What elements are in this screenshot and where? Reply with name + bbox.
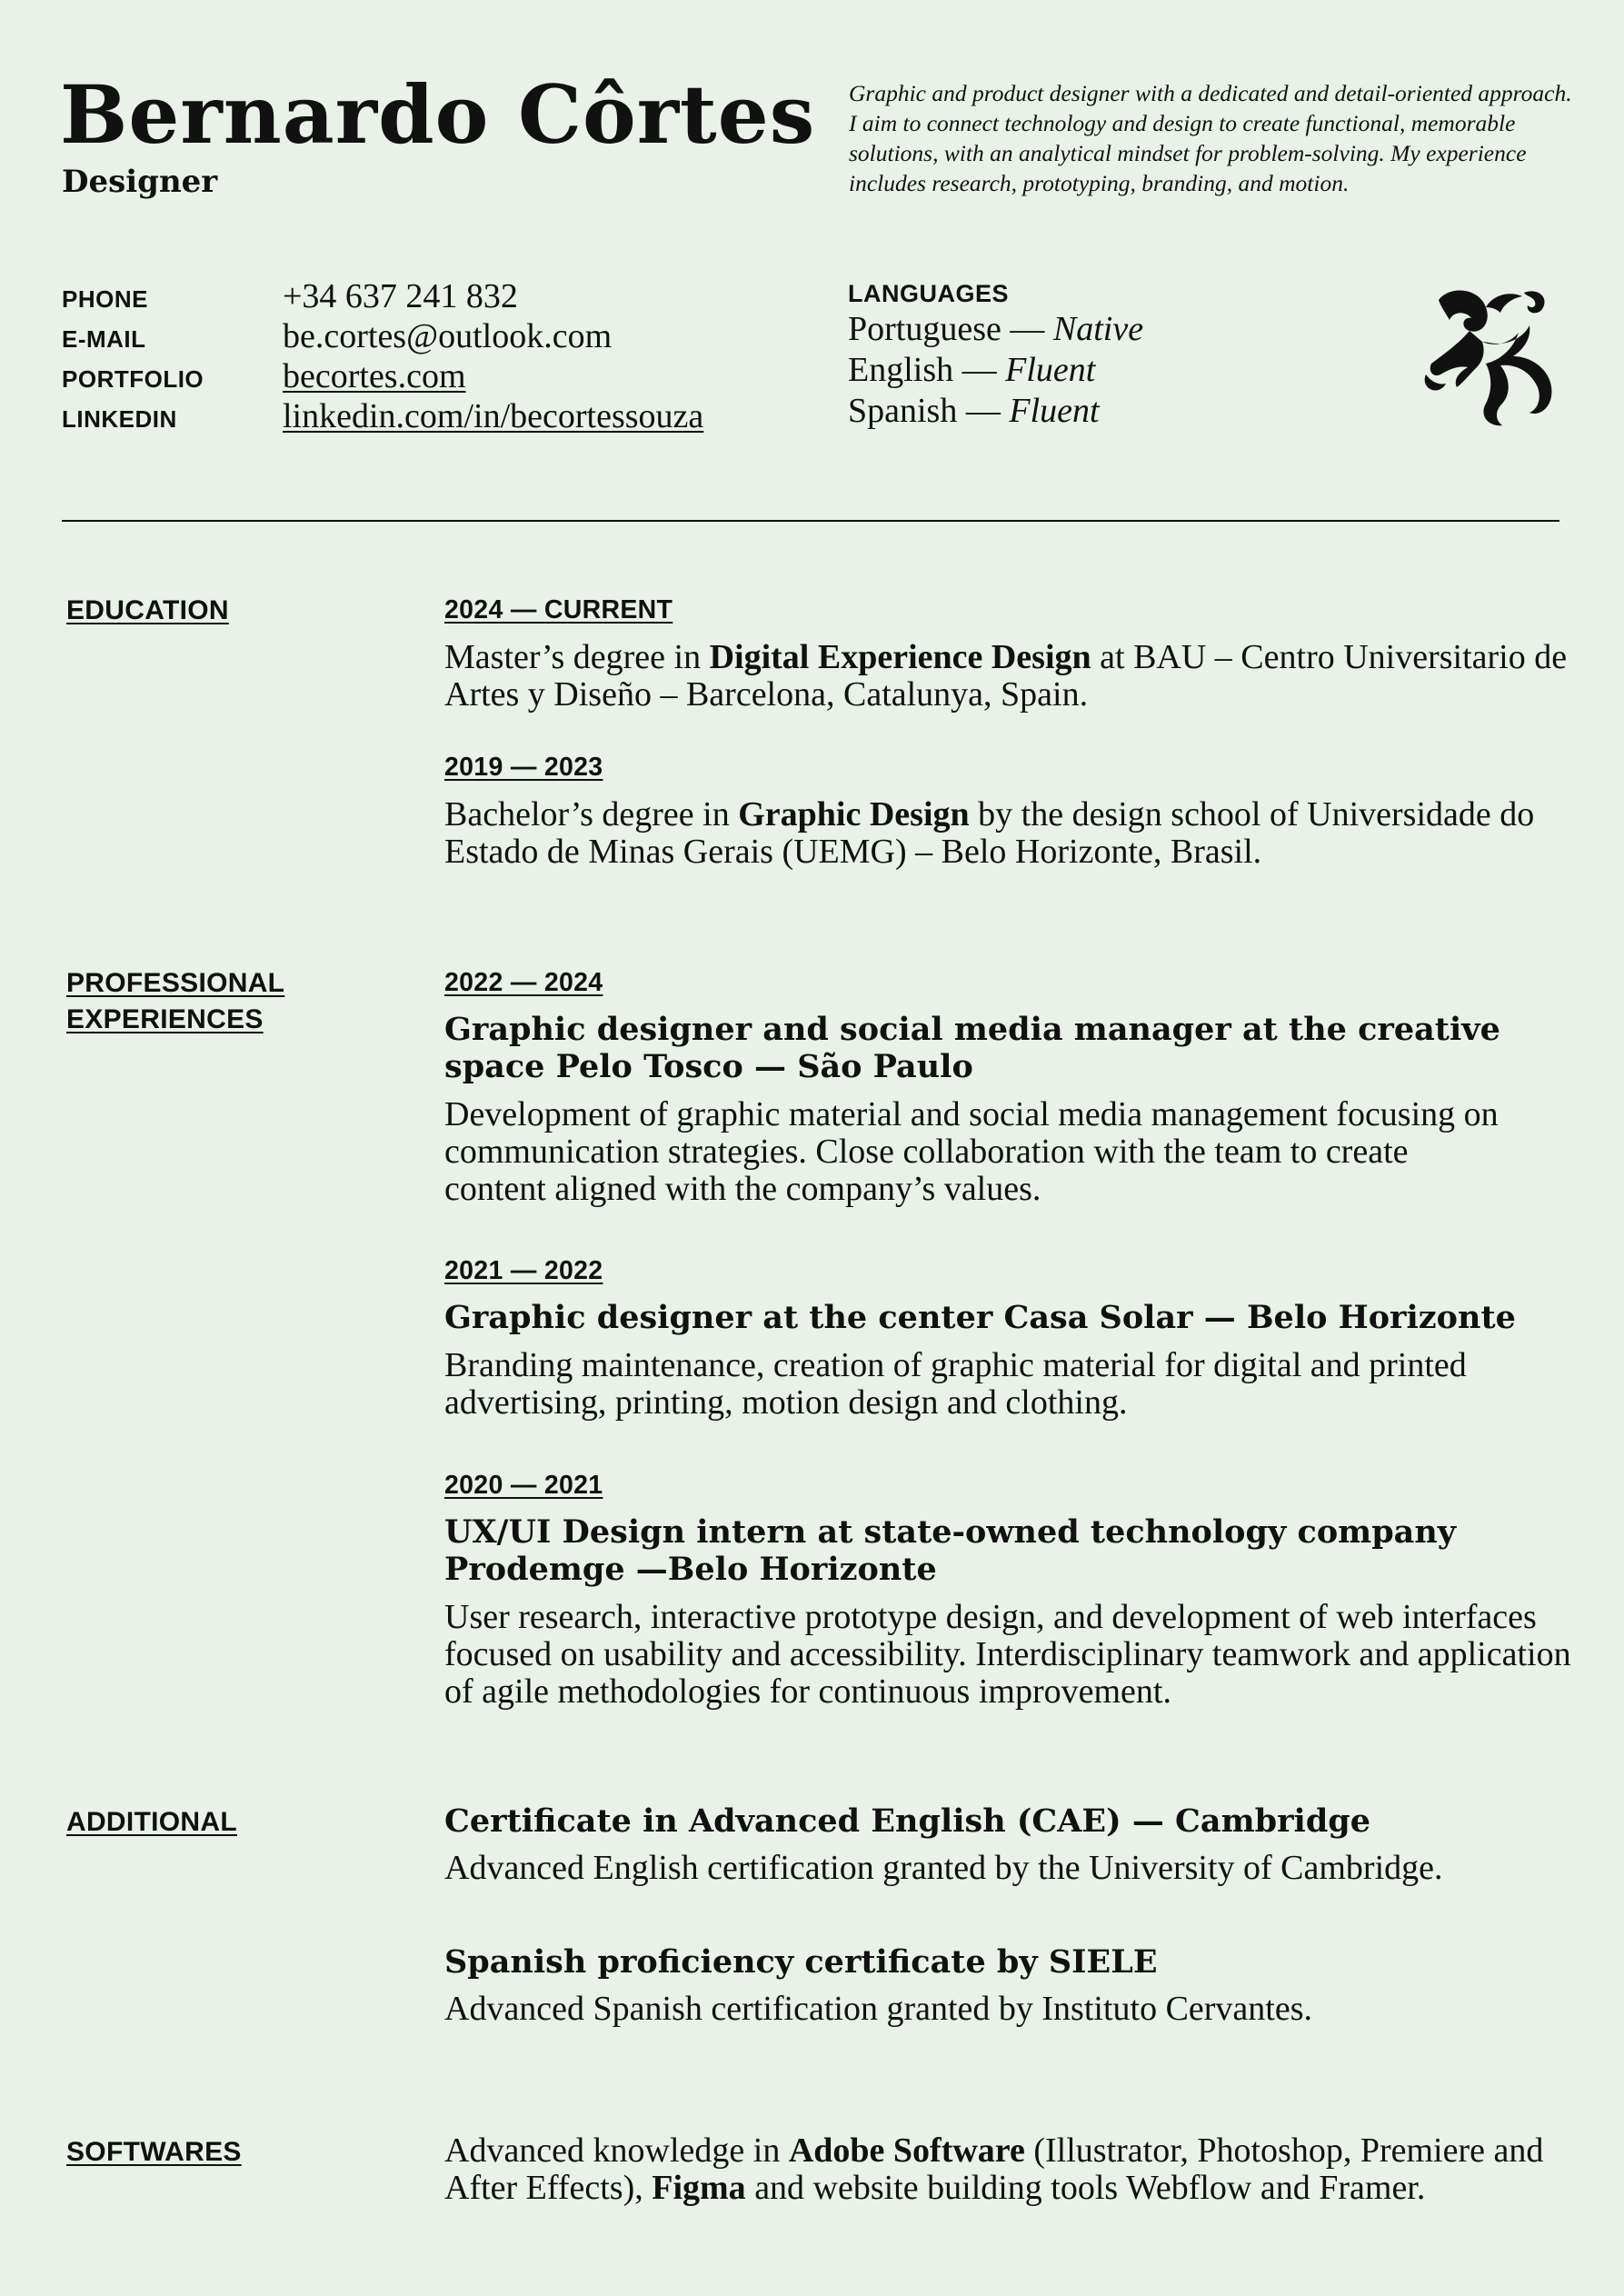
certificate-title: Spanish proficiency certificate by SIELE — [444, 1943, 1158, 1981]
experience-description: Development of graphic material and social media management focusing on communication strategies. Close collaboration with the team to create content aligned with the company’s values. — [444, 1095, 1499, 1208]
language-level: Fluent — [1005, 351, 1096, 389]
contact-label: LINKEDIN — [62, 405, 177, 433]
education-degree: Digital Experience Design — [709, 638, 1091, 676]
languages-title: LANGUAGES — [848, 280, 1010, 307]
contact-row-linkedin — [62, 396, 703, 436]
education-text: by the design school of Universidade do Estado de Minas Gerais (UEMG) – Belo Horizonte, Brasil. — [444, 795, 1535, 871]
language-level: Fluent — [1009, 392, 1100, 430]
language-item — [848, 391, 1100, 431]
education-degree: Graphic Design — [738, 795, 970, 834]
certificate-description: Advanced English certification granted by the University of Cambridge. — [444, 1849, 1443, 1887]
phone-value: +34 637 241 832 — [283, 277, 518, 315]
contact-label: PHONE — [62, 285, 148, 313]
language-name: Spanish — — [848, 392, 1001, 430]
resume-role: Designer — [62, 164, 218, 200]
education-text: at BAU – Centro Universitario de Artes y Diseño – Barcelona, Catalunya, Spain. — [444, 638, 1568, 714]
language-name: Portuguese — — [848, 310, 1045, 348]
experience-section-label — [66, 965, 284, 1038]
additional-section-label: ADDITIONAL — [66, 1807, 237, 1837]
experience-date: 2022 — 2024 — [444, 968, 603, 997]
contact-label: E-MAIL — [62, 325, 146, 353]
education-date: 2024 — CURRENT — [444, 595, 673, 624]
experience-label-line: EXPERIENCES — [66, 1004, 264, 1034]
resume-name: Bernardo Côrtes — [60, 67, 816, 162]
softwares-section-label: SOFTWARES — [66, 2137, 242, 2167]
flourish-ornament-icon — [1422, 284, 1559, 434]
experience-label-line: PROFESSIONAL — [66, 968, 285, 998]
email-value[interactable]: be.cortes@outlook.com — [283, 317, 613, 355]
contact-label: PORTFOLIO — [62, 365, 204, 393]
certificate-title: Certificate in Advanced English (CAE) — Cambridge — [444, 1802, 1371, 1840]
portfolio-link[interactable]: becortes.com — [283, 357, 466, 395]
experience-date: 2020 — 2021 — [444, 1471, 603, 1500]
language-level: Native — [1052, 310, 1144, 348]
softwares-text: and website building tools Webflow and Framer. — [745, 2169, 1426, 2207]
section-divider — [62, 520, 1559, 522]
contact-row-email — [62, 316, 612, 356]
experience-date: 2021 — 2022 — [444, 1256, 603, 1285]
softwares-text: Advanced knowledge in — [444, 2131, 789, 2170]
language-name: English — — [848, 351, 997, 389]
software-name: Figma — [652, 2169, 746, 2207]
software-name: Adobe Software — [788, 2131, 1025, 2170]
experience-title: UX/UI Design intern at state-owned technology company Prodemge —Belo Horizonte — [444, 1513, 1457, 1588]
certificate-description: Advanced Spanish certification granted by Instituto Cervantes. — [444, 1990, 1313, 2028]
contact-row-phone — [62, 276, 518, 316]
contact-row-portfolio — [62, 356, 466, 396]
softwares-text: (Illustrator, Photoshop, Premiere and After Effects), — [444, 2131, 1544, 2207]
softwares-description — [444, 2132, 1580, 2207]
resume-summary: Graphic and product designer with a dedicated and detail-oriented approach. I aim to connect technology and design to create functional, memorable solutions, with an analytical mindset for problem-solving. My experience includes research, prototyping, branding, and motion. — [849, 80, 1572, 196]
education-section-label: EDUCATION — [66, 595, 229, 625]
language-item — [848, 350, 1095, 390]
language-item — [848, 309, 1143, 349]
experience-description: Branding maintenance, creation of graphic material for digital and printed advertising, printing, motion design and clothing. — [444, 1346, 1467, 1422]
linkedin-link[interactable]: linkedin.com/in/becortessouza — [283, 397, 704, 435]
education-text: Bachelor’s degree in — [444, 795, 739, 834]
experience-title: Graphic designer at the center Casa Solar — Belo Horizonte — [444, 1299, 1516, 1336]
education-description — [444, 796, 1580, 871]
education-description — [444, 639, 1580, 714]
education-text: Master’s degree in — [444, 638, 710, 676]
experience-title: Graphic designer and social media manager at the creative space Pelo Tosco — São Paulo — [444, 1011, 1500, 1085]
experience-description: User research, interactive prototype design, and development of web interfaces focused on usability and accessibility. Interdisciplinary teamwork and application of agile methodologies for continuous improvement. — [444, 1598, 1571, 1711]
education-date: 2019 — 2023 — [444, 753, 603, 782]
